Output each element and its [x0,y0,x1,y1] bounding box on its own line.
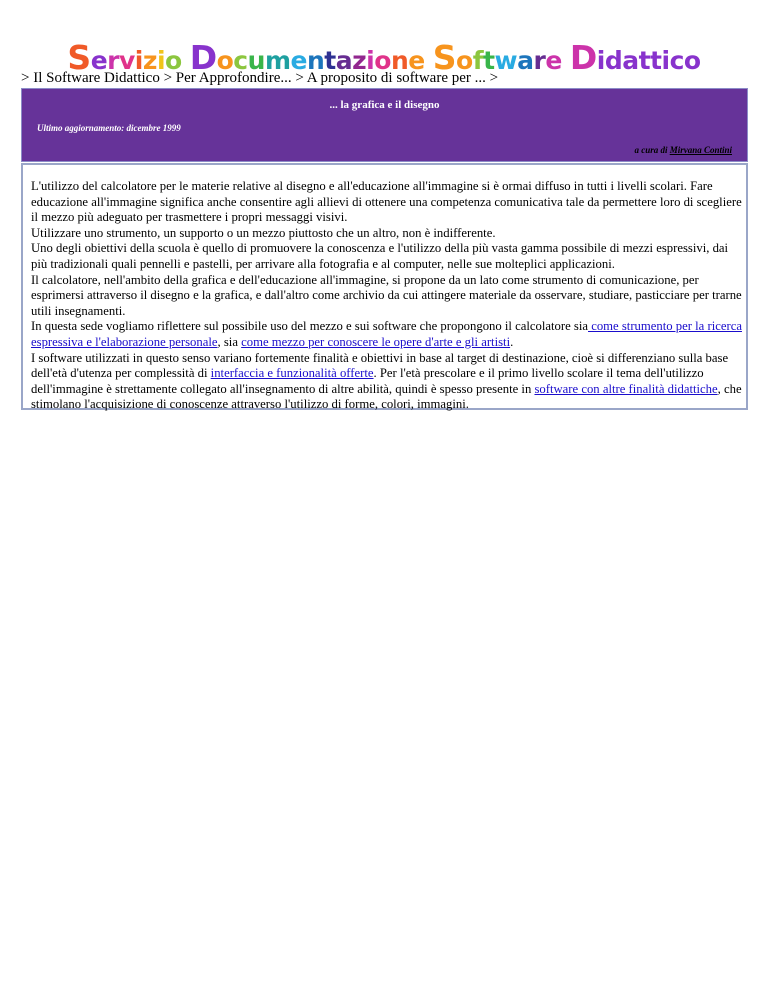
logo-letter: z [352,46,367,75]
logo-letter: z [142,46,157,75]
paragraph-5-mid: , sia [217,334,242,349]
last-updated: Ultimo aggiornamento: dicembre 1999 [37,123,181,133]
logo-letter: n [306,46,325,75]
logo-letter: m [264,46,291,75]
logo-letter: t [650,46,662,75]
logo-letter: o [374,46,391,75]
link-ricerca-espressiva[interactable]: come strumento per la ricerca espressiva e l'elaborazione personale [31,319,742,349]
logo-letter: c [669,46,684,75]
logo-letter: e [90,46,108,75]
paragraph-3: Uno degli obiettivi della scuola è quello di promuovere la conoscenza e l'utilizzo della più vasta gamma possibile di mezzi espressivi, dai più tradizionali quali pennelli e pastelli, per arrivare alla fotografia e al computer, nelle sue molteplici applicazioni. [31,241,729,271]
logo-letter: S [67,38,91,77]
paragraph-1: L'utilizzo del calcolatore per le materie relative al disegno e all'educazione all'immagine si è ormai diffuso in tutti i livelli scolari. Fare educazione all'immagine significa anche consentire agli allievi di ottenere una competenza comunicativa tale da permettere loro di scegliere il mezzo più adeguato per trasmettere i propri messaggi visivi. [31,179,742,225]
logo-letter: o [456,46,473,75]
logo-letter: n [390,46,409,75]
author-link[interactable]: Mirvana Contini [669,145,732,155]
logo-letter: a [335,46,353,75]
logo-letter: a [622,46,639,75]
logo-letter: i [366,46,375,75]
paragraph-5-start: In questa sede vogliamo riflettere sul possibile uso del mezzo e sui software che propongono il calcolatore sia [31,319,589,334]
paragraph-6-mid: . Per l'età prescolare e il primo livello scolare il tema dell'utilizzo dell'immagine è strettamente collegato all'insegnamento di altre abilità, quindi è spesso presente in [31,366,704,396]
paragraph-6-start: I software utilizzati in questo senso variano fortemente finalità e obiettivi in base al target di destinazione, cioè si differenziano sulla base dell'età d'utenza per complessità di [31,350,729,381]
logo-letter: a [517,46,534,75]
logo-letter: w [494,46,518,75]
logo-letter: f [472,46,484,75]
logo-letter: r [533,46,546,75]
logo-letter: u [247,46,265,75]
paragraph-5-end: . [510,334,514,349]
logo-letter: r [107,46,119,75]
logo-letter: o [165,46,182,75]
logo-letter: i [134,46,143,75]
logo-letter: e [290,46,307,75]
logo-letter: e [545,46,562,75]
logo-letter: d [604,46,623,75]
paragraph-2: Utilizzare uno strumento, un supporto o un mezzo piuttosto che un altro, non è indifferente. [31,225,496,240]
logo-letter: t [324,46,336,75]
logo-letter: t [483,46,495,75]
logo-letter: o [216,46,234,75]
logo-letter: e [408,46,425,75]
logo-letter: D [569,38,597,77]
logo-letter: S [432,38,456,77]
content-box [21,163,748,410]
site-logo [0,38,768,77]
logo-letter: c [233,46,248,75]
logo-letter: i [156,46,166,75]
author-prefix: a cura di [634,145,670,155]
logo-letter: i [661,46,670,75]
link-altre-finalita[interactable]: software con altre finalità didattiche [534,381,718,396]
logo-letter: o [683,46,701,75]
logo-letter: t [638,46,651,75]
link-opere-arte[interactable]: come mezzo per conoscere le opere d'arte e gli artisti [241,334,511,349]
paragraph-6-end: , che stimolano l'acquisizione di conoscenze attraverso l'utilizzo di forme, colori, immagini. [31,381,742,412]
breadcrumb: > Il Software Didattico > Per Approfondire... > A proposito di software per ... > [21,70,499,86]
logo-letter: D [189,38,217,77]
logo-letter: v [119,46,135,75]
logo-word [570,38,701,77]
page-title: ... la grafica e il disegno [329,99,440,111]
logo-letter: i [596,46,605,75]
link-interfaccia[interactable]: interfaccia e funzionalità offerte [210,366,374,381]
paragraph-4: Il calcolatore, nell'ambito della grafica e dell'educazione all'immagine, si propone da un lato come strumento di comunicazione, per esprimersi attraverso il disegno e la grafica, e dall'altro come archivio da cui attingere materiale da osservare, studiare, pasticciare per trarne utili insegnamenti. [31,272,742,318]
article-text [31,179,743,413]
page-header [21,88,748,162]
author-credit [634,145,732,155]
